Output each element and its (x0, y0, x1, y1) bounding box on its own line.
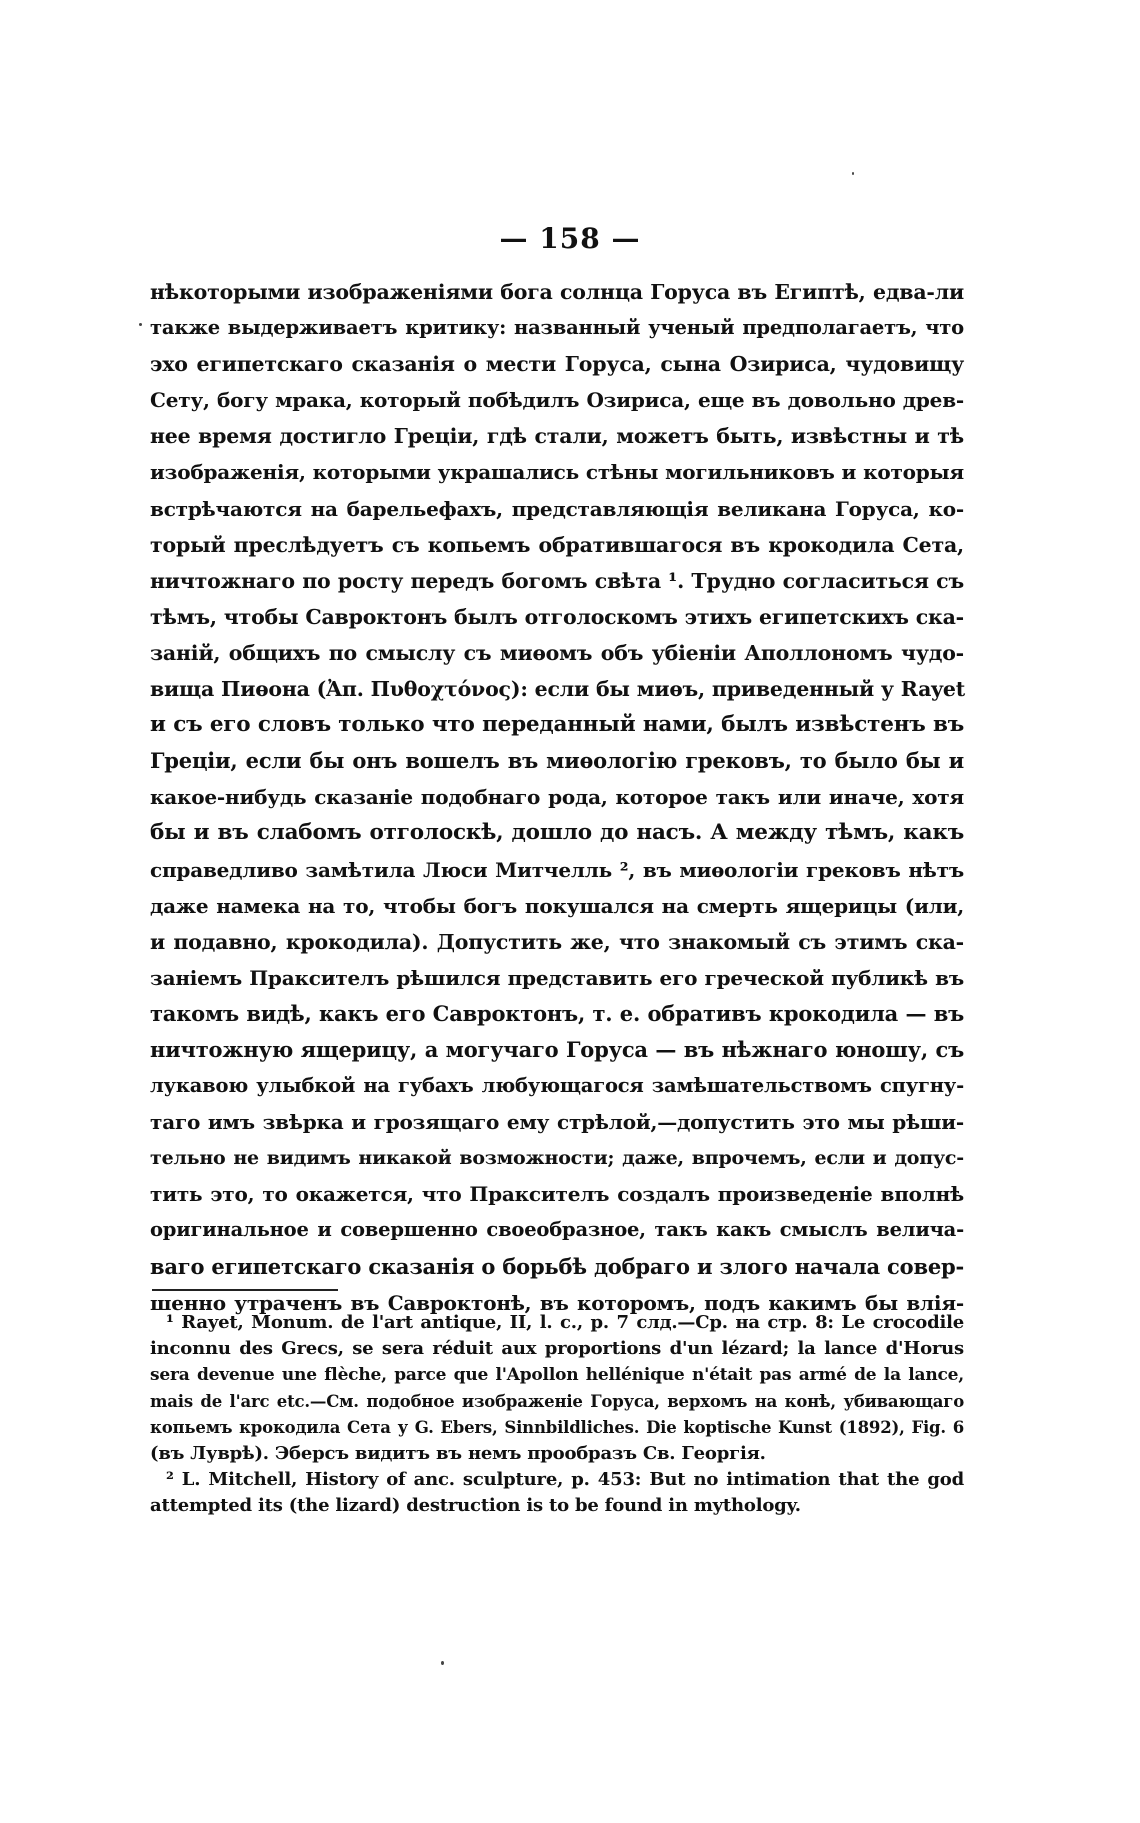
footnote-line: копьемъ крокодила Сета у G. Ebers, Sinnbildliches. Die koptische Kunst (1892), Fig. 6 (150, 1417, 964, 1437)
footnotes (150, 1310, 964, 1520)
text-line: заній, общихъ по смыслу съ миѳомъ объ убіеніи Аполлономъ чудо- (150, 640, 964, 665)
text-line: тить это, то окажется, что Праксителъ создалъ произведеніе вполнѣ (150, 1182, 964, 1207)
ink-speck (139, 323, 142, 326)
text-line: также выдерживаетъ критику: названный ученый предполагаетъ, что (150, 316, 964, 340)
text-line: лукавою улыбкой на губахъ любующагося замѣшательствомъ спугну- (150, 1074, 964, 1098)
text-line: оригинальное и совершенно своеобразное, такъ какъ смыслъ велича- (150, 1218, 964, 1242)
page-number: — 158 — (499, 222, 641, 255)
text-line: какое-нибудь сказаніе подобнаго рода, которое такъ или иначе, хотя (150, 785, 964, 810)
text-line: и съ его словъ только что переданный нами, былъ извѣстенъ въ (150, 712, 964, 738)
footnote-1 (150, 1310, 964, 1467)
text-line: Сету, богу мрака, который побѣдилъ Озириса, еще въ довольно древ- (150, 388, 964, 413)
footnote-line: ² L. Mitchell, History of anc. sculpture, p. 453: But no intimation that the god (166, 1469, 964, 1491)
text-line: Греціи, если бы онъ вошелъ въ миѳологію грековъ, то было бы и (150, 748, 964, 774)
footnote-divider (152, 1289, 338, 1291)
text-line: тельно не видимъ никакой возможности; даже, впрочемъ, если и допус- (150, 1147, 964, 1170)
text-line: изображенія, которыми украшались стѣны могильниковъ и которыя (150, 460, 964, 485)
ink-speck (852, 172, 854, 175)
main-text (150, 274, 964, 1321)
text-line: торый преслѣдуетъ съ копьемъ обратившагося въ крокодила Сета, (150, 532, 964, 557)
footnote-2 (150, 1467, 964, 1519)
text-line: вища Пиѳона (Ἀπ. Πυθοχτόνος): если бы миѳъ, приведенный у Rayet (150, 677, 966, 702)
text-line: справедливо замѣтила Люси Митчелль ², въ миѳологіи грековъ нѣтъ (150, 857, 964, 882)
text-line: нѣкоторыми изображеніями бога солнца Горуса въ Египтѣ, едва-ли (150, 280, 964, 304)
text-line: эхо египетскаго сказанія о мести Горуса, сына Озириса, чудовищу (150, 352, 964, 377)
text-line: и подавно, крокодила). Допустить же, что знакомый съ этимъ ска- (150, 929, 964, 954)
footnote-line: sera devenue une flèche, parce que l'Apollon hellénique n'était pas armé de la lance, (150, 1365, 964, 1386)
ink-speck (441, 1661, 444, 1665)
footnote-line: (въ Луврѣ). Эберсъ видитъ въ немъ прообразъ Св. Георгія. (150, 1442, 766, 1464)
text-line: встрѣчаются на барельефахъ, представляющія великана Горуса, ко- (150, 496, 964, 521)
text-line: такомъ видѣ, какъ его Савроктонъ, т. е. обративъ крокодила — въ (150, 1000, 964, 1026)
text-line: ничтожную ящерицу, а могучаго Горуса — въ нѣжнаго юношу, съ (150, 1036, 964, 1062)
text-line: ваго египетскаго сказанія о борьбѣ добраго и злого начала совер- (150, 1253, 964, 1279)
text-line: бы и въ слабомъ отголоскѣ, дошло до насъ. А между тѣмъ, какъ (150, 820, 964, 846)
footnote-line: ¹ Rayet, Monum. de l'art antique, II, l. c., p. 7 слд.—Ср. на стр. 8: Le crocodile (166, 1312, 964, 1333)
text-line: шенно утраченъ въ Савроктонѣ, въ которомъ, подъ какимъ бы влія- (150, 1290, 964, 1315)
text-line: тѣмъ, чтобы Савроктонъ былъ отголоскомъ этихъ египетскихъ ска- (150, 604, 964, 629)
footnote-line: attempted its (the lizard) destruction is to be found in mythology. (150, 1495, 801, 1517)
text-line: нее время достигло Греціи, гдѣ стали, можетъ быть, извѣстны и тѣ (150, 424, 964, 449)
footnote-line: mais de l'arc etc.—См. подобное изображеніе Горуса, верхомъ на конѣ, убивающаго (150, 1391, 964, 1411)
text-line: даже намека на то, чтобы богъ покушался на смерть ящерицы (или, (150, 893, 964, 918)
text-line: таго имъ звѣрка и грозящаго ему стрѣлой,—допустить это мы рѣши- (150, 1110, 964, 1135)
text-line: ничтожнаго по росту передъ богомъ свѣта ¹. Трудно согласиться съ (150, 568, 964, 593)
text-line: заніемъ Праксителъ рѣшился представить его греческой публикѣ въ (150, 965, 964, 990)
footnote-line: inconnu des Grecs, se sera réduit aux proportions d'un lézard; la lance d'Horus (150, 1338, 964, 1360)
